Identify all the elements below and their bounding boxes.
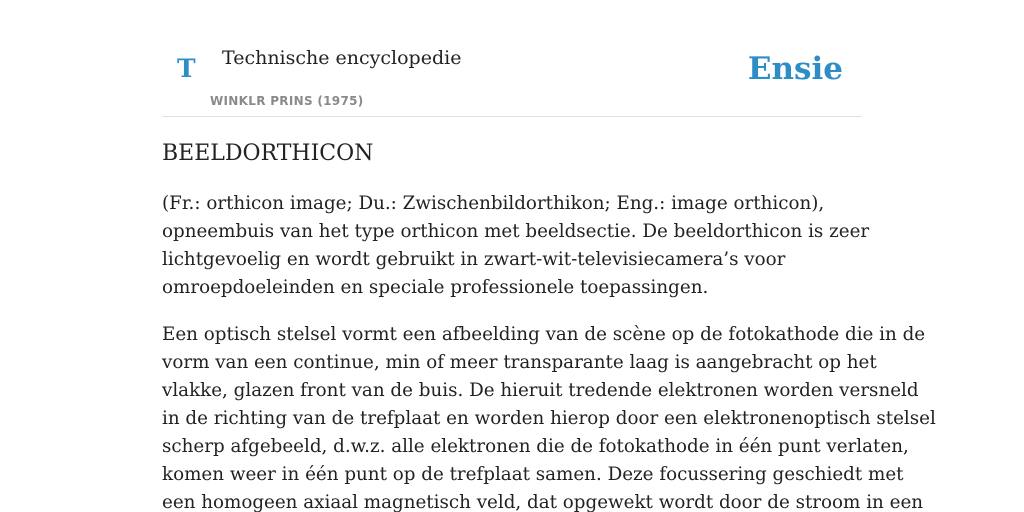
article-title: BEELDORTHICON bbox=[162, 141, 374, 166]
article-paragraph-2 bbox=[162, 321, 936, 512]
site-header bbox=[162, 0, 862, 117]
paragraph-line: lichtgevoelig en wordt gebruikt in zwart-wit-televisiecamera’s voor bbox=[162, 249, 786, 270]
paragraph-line: opneembuis van het type orthicon met beeldsectie. De beeldorthicon is zeer bbox=[162, 221, 870, 242]
paragraph-line: komen weer in één punt op de trefplaat samen. Deze focussering geschiedt met bbox=[162, 464, 904, 485]
paragraph-line: een homogeen axiaal magnetisch veld, dat opgewekt wordt door de stroom in een bbox=[162, 492, 924, 512]
paragraph-line: Een optisch stelsel vormt een afbeelding van de scène op de fotokathode die in de bbox=[162, 324, 926, 345]
source-label: WINKLR PRINS (1975) bbox=[210, 94, 364, 108]
site-title[interactable]: Technische encyclopedie bbox=[222, 47, 462, 69]
paragraph-line: vlakke, glazen front van de buis. De hieruit tredende elektronen worden versneld bbox=[162, 380, 919, 401]
article-paragraph-1 bbox=[162, 190, 870, 302]
paragraph-line: in de richting van de trefplaat en worden hierop door een elektronenoptisch stelsel bbox=[162, 408, 936, 429]
article bbox=[162, 138, 936, 512]
paragraph-line: scherp afgebeeld, d.w.z. alle elektronen die de fotokathode in één punt verlaten, bbox=[162, 436, 909, 457]
paragraph-line: omroepdoeleinden en speciale professionele toepassingen. bbox=[162, 277, 709, 298]
paragraph-line: vorm van een continue, min of meer transparante laag is aangebracht op het bbox=[162, 352, 877, 373]
logo-icon[interactable]: T bbox=[177, 54, 196, 83]
brand-logo[interactable]: Ensie bbox=[747, 51, 843, 87]
paragraph-line: (Fr.: orthicon image; Du.: Zwischenbildorthikon; Eng.: image orthicon), bbox=[162, 193, 825, 214]
